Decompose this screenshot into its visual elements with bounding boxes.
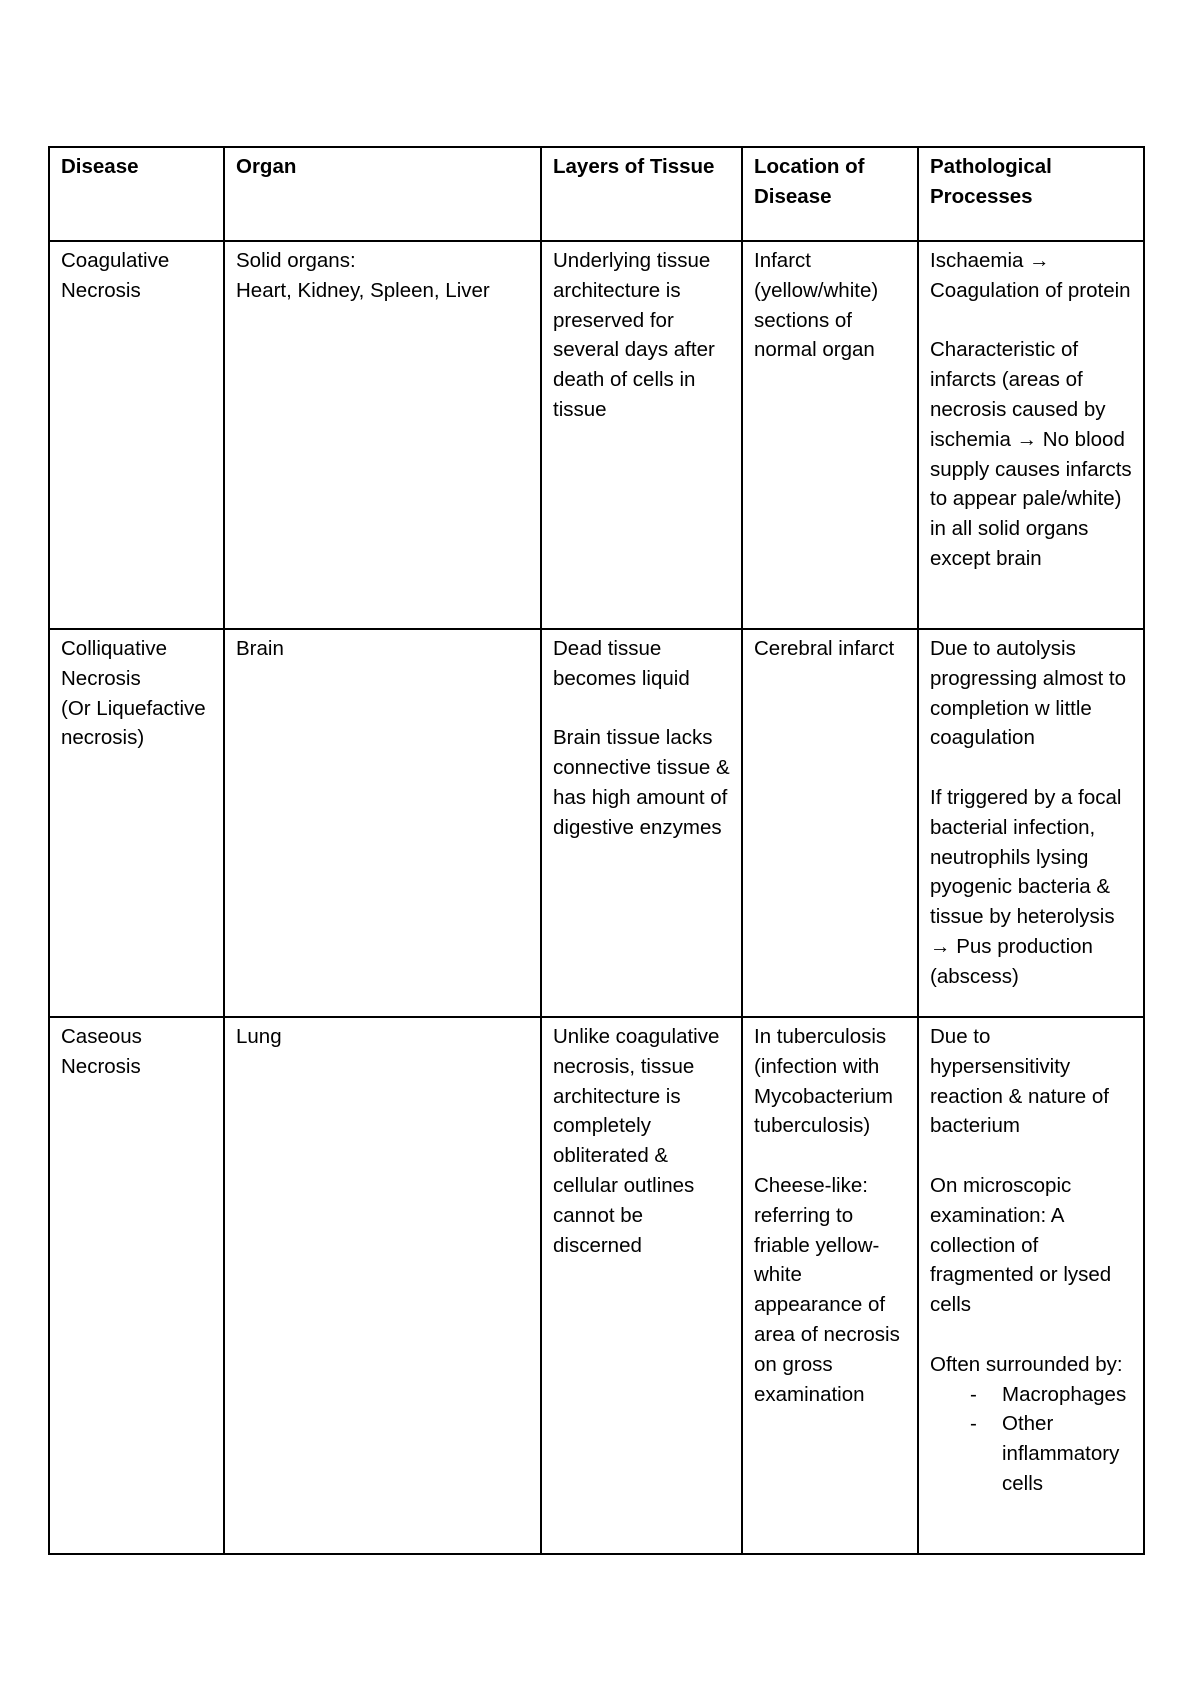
organ-text: Solid organs: Heart, Kidney, Spleen, Liver xyxy=(236,249,490,302)
header-location: Location of Disease xyxy=(742,147,918,241)
organ-cell xyxy=(224,1017,541,1554)
disease-cell xyxy=(49,1017,224,1554)
layers-cell xyxy=(541,1017,742,1554)
table-row xyxy=(49,1017,1144,1554)
disease-name: Colliquative Necrosis (Or Liquefactive necrosis) xyxy=(61,637,206,750)
disease-cell xyxy=(49,241,224,629)
disease-cell xyxy=(49,629,224,1017)
layers-cell xyxy=(541,629,742,1017)
header-processes: Pathological Processes xyxy=(918,147,1144,241)
necrosis-table xyxy=(48,146,1145,1555)
list-item: - Macrophages xyxy=(970,1380,1133,1410)
header-disease: Disease xyxy=(49,147,224,241)
layers-text: Underlying tissue architecture is preserved for several days after death of cells in tissue xyxy=(553,249,715,421)
location-text: Cheese-like: referring to friable yellow-white appearance of area of necrosis on gross examination xyxy=(754,1173,900,1406)
process-text: Often surrounded by: xyxy=(930,1352,1123,1376)
disease-name: Coagulative Necrosis xyxy=(61,249,170,302)
location-cell xyxy=(742,1017,918,1554)
processes-cell xyxy=(918,629,1144,1017)
process-text: Characteristic of infarcts (areas of necrosis caused by ischemia → No blood supply causes infarcts to appear pale/white) in all solid organs except brain xyxy=(930,338,1132,570)
header-layers: Layers of Tissue xyxy=(541,147,742,241)
header-organ: Organ xyxy=(224,147,541,241)
process-text: Due to autolysis progressing almost to completion w little coagulation xyxy=(930,637,1126,750)
location-text: Cerebral infarct xyxy=(754,637,895,660)
organ-text: Lung xyxy=(236,1025,282,1048)
location-text: In tuberculosis (infection with Mycobacterium tuberculosis) xyxy=(754,1025,893,1138)
organ-cell xyxy=(224,629,541,1017)
layers-text: Unlike coagulative necrosis, tissue architecture is completely obliterated & cellular outlines cannot be discerned xyxy=(553,1025,720,1257)
process-text: On microscopic examination: A collection of fragmented or lysed cells xyxy=(930,1173,1112,1317)
process-text: If triggered by a focal bacterial infection, neutrophils lysing pyogenic bacteria & tissue by heterolysis → Pus production (abscess) xyxy=(930,785,1122,988)
organ-text: Brain xyxy=(236,637,284,660)
header-row xyxy=(49,147,1144,241)
table-row xyxy=(49,629,1144,1017)
list-item: - Other inflammatory cells xyxy=(970,1409,1133,1498)
location-text: Infarct (yellow/white) sections of normal organ xyxy=(754,249,879,362)
processes-cell xyxy=(918,1017,1144,1554)
layers-text: Dead tissue becomes liquid xyxy=(553,637,690,690)
disease-name: Caseous Necrosis xyxy=(61,1025,142,1078)
layers-cell xyxy=(541,241,742,629)
surrounded-by-list xyxy=(930,1380,1133,1499)
table-row xyxy=(49,241,1144,629)
organ-cell xyxy=(224,241,541,629)
layers-text: Brain tissue lacks connective tissue & has high amount of digestive enzymes xyxy=(553,726,730,839)
processes-cell xyxy=(918,241,1144,629)
location-cell xyxy=(742,241,918,629)
process-text: Due to hypersensitivity reaction & nature of bacterium xyxy=(930,1025,1109,1138)
location-cell xyxy=(742,629,918,1017)
process-text: Ischaemia → Coagulation of protein xyxy=(930,249,1131,302)
